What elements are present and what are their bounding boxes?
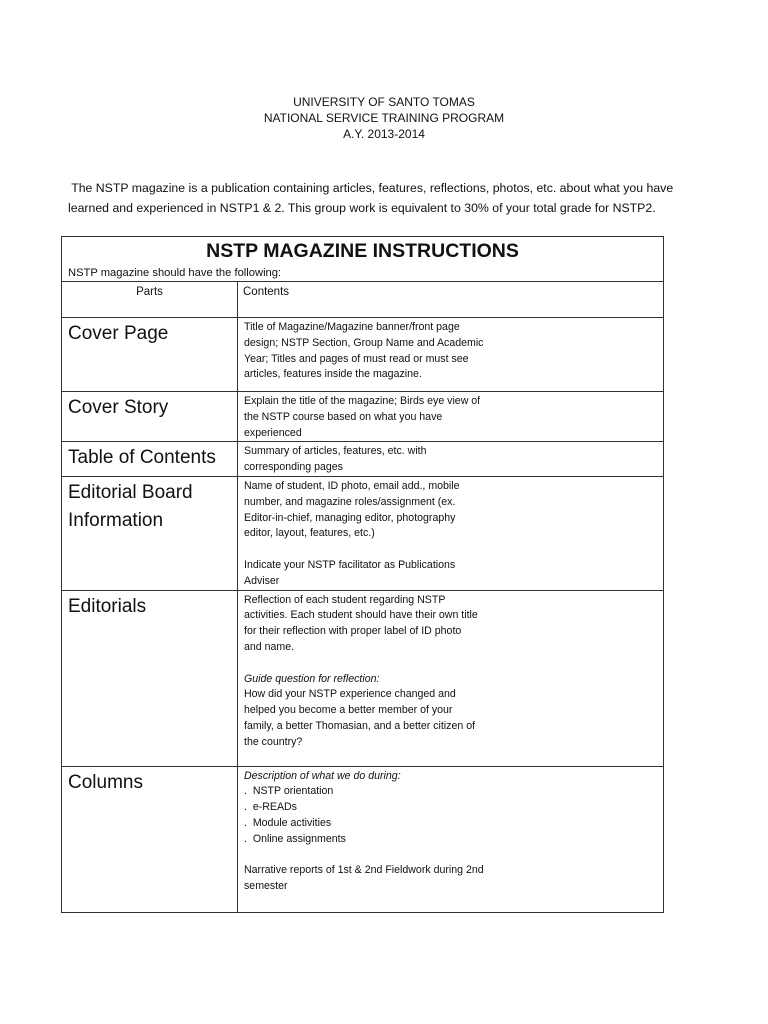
document-header: [0, 94, 768, 142]
content-line: . NSTP orientation: [244, 785, 334, 798]
content-line: family, a better Thomasian, and a better citizen of: [244, 719, 476, 732]
table-subtitle: NSTP magazine should have the following:: [68, 267, 282, 279]
column-header-contents: Contents: [238, 282, 664, 318]
table-row: [62, 318, 664, 392]
intro-paragraph: [68, 178, 708, 218]
content-line: Narrative reports of 1st & 2nd Fieldwork during 2nd: [244, 864, 484, 877]
table-row: [62, 766, 664, 912]
part-cell: [62, 476, 238, 590]
content-line: number, and magazine roles/assignment (ex.: [244, 495, 456, 508]
content-line: . Online assignments: [244, 832, 346, 845]
table-header-row: [62, 282, 664, 318]
table-row: [62, 476, 664, 590]
content-line: Summary of articles, features, etc. with: [244, 445, 427, 458]
part-cell: Table of Contents: [62, 442, 238, 477]
content-line: How did your NSTP experience changed and: [244, 688, 456, 701]
content-line: Indicate your NSTP facilitator as Publications: [244, 558, 456, 571]
university-name: UNIVERSITY OF SANTO TOMAS: [293, 95, 475, 109]
content-line: helped you become a better member of your: [244, 704, 453, 717]
contents-cell: [238, 476, 664, 590]
content-line: and name.: [244, 640, 295, 653]
content-line: Editor-in-chief, managing editor, photography: [244, 511, 456, 524]
content-line: the country?: [244, 735, 303, 748]
content-line: Adviser: [244, 574, 280, 587]
content-line: design; NSTP Section, Group Name and Academic: [244, 336, 484, 349]
part-line: Editorial Board: [68, 481, 193, 503]
content-line: Name of student, ID photo, email add., mobile: [244, 479, 460, 492]
guide-question-label: Guide question for reflection:: [244, 672, 380, 685]
contents-cell: [238, 318, 664, 392]
content-line: articles, features inside the magazine.: [244, 368, 422, 381]
table-title-cell: [62, 237, 664, 282]
content-line: corresponding pages: [244, 461, 343, 474]
content-line: the NSTP course based on what you have: [244, 410, 443, 423]
contents-cell: [238, 442, 664, 477]
intro-line-1: The NSTP magazine is a publication containing articles, features, reflections, photos, etc. about what you have: [68, 181, 674, 195]
content-line: editor, layout, features, etc.): [244, 527, 375, 540]
contents-cell: [238, 766, 664, 912]
content-line: Year; Titles and pages of must read or must see: [244, 352, 469, 365]
part-cell: Cover Page: [62, 318, 238, 392]
content-line: experienced: [244, 426, 302, 439]
academic-year: A.Y. 2013-2014: [343, 127, 425, 141]
contents-cell: [238, 590, 664, 766]
part-cell: Editorials: [62, 590, 238, 766]
part-cell: Cover Story: [62, 392, 238, 442]
table-title: NSTP MAGAZINE INSTRUCTIONS: [206, 240, 519, 262]
content-line: Reflection of each student regarding NSTP: [244, 593, 446, 606]
part-cell: Columns: [62, 766, 238, 912]
table-row: [62, 392, 664, 442]
program-name: NATIONAL SERVICE TRAINING PROGRAM: [263, 111, 505, 125]
content-line: Title of Magazine/Magazine banner/front page: [244, 321, 460, 333]
column-header-parts: Parts: [62, 282, 238, 318]
table-row: [62, 442, 664, 477]
part-line: Information: [68, 509, 164, 531]
content-line: . e-READs: [244, 801, 297, 814]
content-line: activities. Each student should have their own title: [244, 609, 478, 622]
description-label: Description of what we do during:: [244, 769, 401, 782]
table-row: [62, 590, 664, 766]
contents-cell: [238, 392, 664, 442]
content-line: semester: [244, 880, 288, 893]
content-line: . Module activities: [244, 816, 332, 829]
content-line: Explain the title of the magazine; Birds eye view of: [244, 395, 481, 407]
table-title-row: [62, 237, 664, 282]
instructions-table: [61, 236, 664, 913]
content-line: for their reflection with proper label of ID photo: [244, 625, 462, 638]
intro-line-2: learned and experienced in NSTP1 & 2. This group work is equivalent to 30% of your total grade for NSTP2.: [68, 201, 656, 215]
